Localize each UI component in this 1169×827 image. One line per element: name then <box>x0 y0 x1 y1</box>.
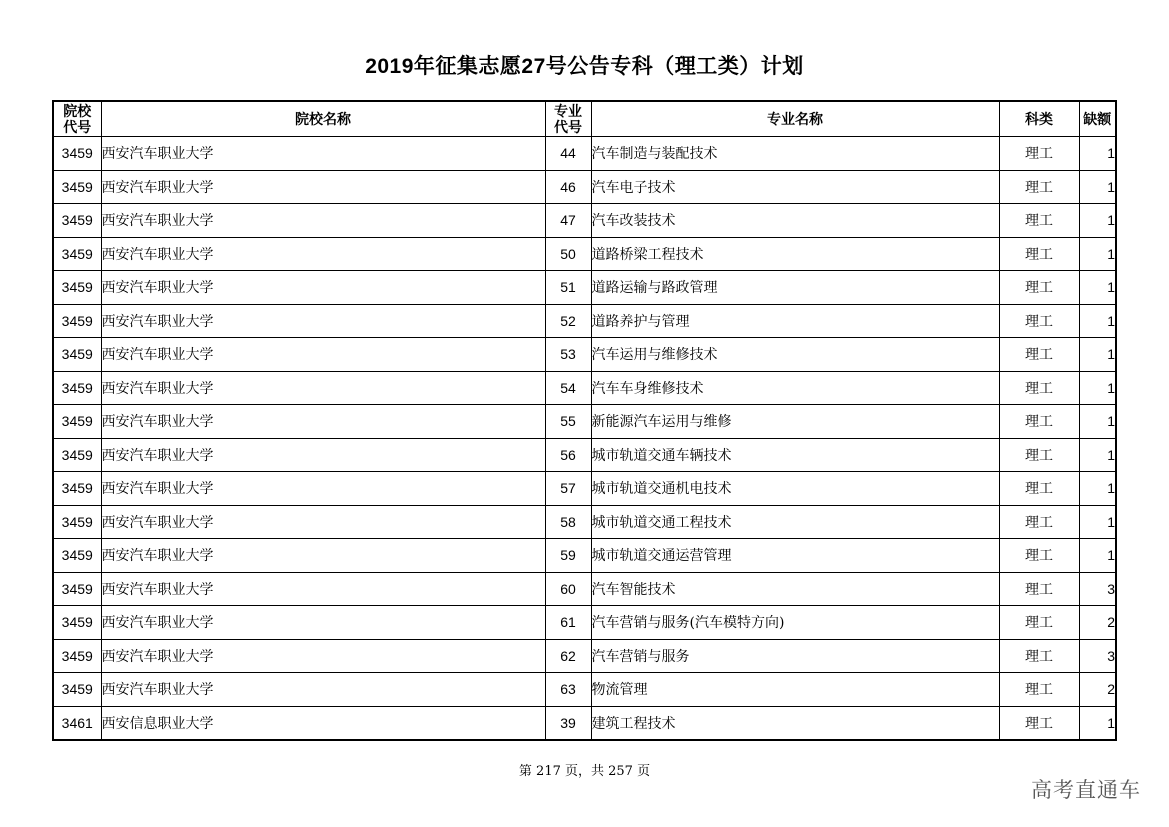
cell-category: 理工 <box>999 304 1079 338</box>
cell-vacancy: 2 <box>1079 673 1116 707</box>
header-major-code-label: 专业 代号 <box>554 103 582 135</box>
table-row <box>53 639 1116 673</box>
cell-major-name: 城市轨道交通车辆技术 <box>591 438 999 472</box>
cell-vacancy: 1 <box>1079 170 1116 204</box>
cell-school-name: 西安汽车职业大学 <box>101 438 545 472</box>
cell-vacancy: 1 <box>1079 137 1116 171</box>
cell-school-name: 西安汽车职业大学 <box>101 405 545 439</box>
cell-category: 理工 <box>999 673 1079 707</box>
cell-major-name: 汽车营销与服务(汽车模特方向) <box>591 606 999 640</box>
header-vacancy: 缺额 <box>1079 101 1116 137</box>
cell-school-code: 3459 <box>53 639 101 673</box>
cell-major-name: 汽车改装技术 <box>591 204 999 238</box>
table-row <box>53 539 1116 573</box>
cell-major-name: 汽车智能技术 <box>591 572 999 606</box>
cell-school-code: 3459 <box>53 271 101 305</box>
cell-school-code: 3461 <box>53 706 101 740</box>
cell-vacancy: 1 <box>1079 304 1116 338</box>
cell-category: 理工 <box>999 438 1079 472</box>
cell-vacancy: 1 <box>1079 371 1116 405</box>
cell-major-code: 62 <box>545 639 591 673</box>
cell-major-code: 60 <box>545 572 591 606</box>
cell-major-code: 53 <box>545 338 591 372</box>
cell-category: 理工 <box>999 505 1079 539</box>
page-footer: 第 217 页，共 257 页 <box>518 764 651 779</box>
cell-major-code: 59 <box>545 539 591 573</box>
cell-school-name: 西安汽车职业大学 <box>101 539 545 573</box>
cell-major-code: 56 <box>545 438 591 472</box>
cell-school-code: 3459 <box>53 438 101 472</box>
cell-major-name: 城市轨道交通机电技术 <box>591 472 999 506</box>
cell-major-name: 道路运输与路政管理 <box>591 271 999 305</box>
cell-category: 理工 <box>999 338 1079 372</box>
cell-vacancy: 3 <box>1079 639 1116 673</box>
table-row <box>53 472 1116 506</box>
cell-vacancy: 1 <box>1079 438 1116 472</box>
cell-school-name: 西安汽车职业大学 <box>101 170 545 204</box>
cell-school-name: 西安汽车职业大学 <box>101 204 545 238</box>
cell-category: 理工 <box>999 204 1079 238</box>
cell-school-code: 3459 <box>53 204 101 238</box>
cell-category: 理工 <box>999 405 1079 439</box>
cell-school-code: 3459 <box>53 673 101 707</box>
cell-vacancy: 1 <box>1079 539 1116 573</box>
cell-category: 理工 <box>999 572 1079 606</box>
cell-vacancy: 1 <box>1079 706 1116 740</box>
cell-category: 理工 <box>999 170 1079 204</box>
cell-vacancy: 2 <box>1079 606 1116 640</box>
cell-major-code: 57 <box>545 472 591 506</box>
cell-school-code: 3459 <box>53 405 101 439</box>
cell-school-code: 3459 <box>53 137 101 171</box>
cell-major-code: 47 <box>545 204 591 238</box>
header-school-name: 院校名称 <box>101 101 545 137</box>
table-row <box>53 271 1116 305</box>
cell-vacancy: 1 <box>1079 271 1116 305</box>
cell-major-code: 44 <box>545 137 591 171</box>
cell-major-code: 58 <box>545 505 591 539</box>
cell-school-name: 西安信息职业大学 <box>101 706 545 740</box>
cell-school-name: 西安汽车职业大学 <box>101 673 545 707</box>
cell-school-code: 3459 <box>53 505 101 539</box>
cell-school-code: 3459 <box>53 472 101 506</box>
cell-school-name: 西安汽车职业大学 <box>101 606 545 640</box>
cell-school-name: 西安汽车职业大学 <box>101 271 545 305</box>
cell-major-name: 新能源汽车运用与维修 <box>591 405 999 439</box>
header-major-code <box>545 101 591 137</box>
table-row <box>53 572 1116 606</box>
header-major-name: 专业名称 <box>591 101 999 137</box>
cell-major-name: 城市轨道交通运营管理 <box>591 539 999 573</box>
cell-school-code: 3459 <box>53 237 101 271</box>
cell-major-code: 39 <box>545 706 591 740</box>
page-title: 2019年征集志愿27号公告专科（理工类）计划 <box>365 55 804 78</box>
cell-school-name: 西安汽车职业大学 <box>101 639 545 673</box>
cell-school-code: 3459 <box>53 304 101 338</box>
table-row <box>53 673 1116 707</box>
cell-vacancy: 1 <box>1079 405 1116 439</box>
cell-category: 理工 <box>999 706 1079 740</box>
cell-school-name: 西安汽车职业大学 <box>101 572 545 606</box>
cell-major-code: 54 <box>545 371 591 405</box>
table-header-row <box>53 101 1116 137</box>
cell-category: 理工 <box>999 606 1079 640</box>
table-row <box>53 438 1116 472</box>
header-school-code-label: 院校 代号 <box>63 103 92 135</box>
table-row <box>53 338 1116 372</box>
cell-school-code: 3459 <box>53 606 101 640</box>
cell-major-name: 城市轨道交通工程技术 <box>591 505 999 539</box>
cell-school-code: 3459 <box>53 572 101 606</box>
cell-major-name: 汽车制造与装配技术 <box>591 137 999 171</box>
cell-school-name: 西安汽车职业大学 <box>101 237 545 271</box>
table-row <box>53 371 1116 405</box>
watermark-logo: 高考直通车 <box>1031 778 1141 802</box>
cell-major-code: 50 <box>545 237 591 271</box>
cell-major-name: 汽车电子技术 <box>591 170 999 204</box>
cell-category: 理工 <box>999 137 1079 171</box>
cell-school-code: 3459 <box>53 170 101 204</box>
table-row <box>53 405 1116 439</box>
table-row <box>53 204 1116 238</box>
cell-major-code: 46 <box>545 170 591 204</box>
cell-school-name: 西安汽车职业大学 <box>101 338 545 372</box>
cell-vacancy: 3 <box>1079 572 1116 606</box>
table-row <box>53 505 1116 539</box>
table-row <box>53 137 1116 171</box>
cell-major-code: 55 <box>545 405 591 439</box>
cell-category: 理工 <box>999 237 1079 271</box>
cell-major-code: 52 <box>545 304 591 338</box>
cell-school-code: 3459 <box>53 338 101 372</box>
cell-major-name: 汽车车身维修技术 <box>591 371 999 405</box>
cell-major-code: 63 <box>545 673 591 707</box>
cell-category: 理工 <box>999 472 1079 506</box>
cell-category: 理工 <box>999 539 1079 573</box>
cell-major-code: 61 <box>545 606 591 640</box>
cell-major-code: 51 <box>545 271 591 305</box>
header-school-code <box>53 101 101 137</box>
cell-school-name: 西安汽车职业大学 <box>101 505 545 539</box>
table-row <box>53 706 1116 740</box>
cell-category: 理工 <box>999 639 1079 673</box>
cell-category: 理工 <box>999 371 1079 405</box>
cell-school-name: 西安汽车职业大学 <box>101 137 545 171</box>
cell-major-name: 道路桥梁工程技术 <box>591 237 999 271</box>
cell-category: 理工 <box>999 271 1079 305</box>
cell-school-name: 西安汽车职业大学 <box>101 472 545 506</box>
plan-table <box>52 100 1117 741</box>
cell-school-code: 3459 <box>53 539 101 573</box>
cell-major-name: 汽车营销与服务 <box>591 639 999 673</box>
cell-vacancy: 1 <box>1079 505 1116 539</box>
cell-major-name: 建筑工程技术 <box>591 706 999 740</box>
table-row <box>53 237 1116 271</box>
cell-vacancy: 1 <box>1079 338 1116 372</box>
cell-school-name: 西安汽车职业大学 <box>101 371 545 405</box>
cell-school-code: 3459 <box>53 371 101 405</box>
table-row <box>53 170 1116 204</box>
table-row <box>53 304 1116 338</box>
cell-school-name: 西安汽车职业大学 <box>101 304 545 338</box>
cell-vacancy: 1 <box>1079 204 1116 238</box>
cell-major-name: 汽车运用与维修技术 <box>591 338 999 372</box>
cell-major-name: 物流管理 <box>591 673 999 707</box>
table-row <box>53 606 1116 640</box>
cell-vacancy: 1 <box>1079 472 1116 506</box>
cell-vacancy: 1 <box>1079 237 1116 271</box>
cell-major-name: 道路养护与管理 <box>591 304 999 338</box>
header-category: 科类 <box>999 101 1079 137</box>
